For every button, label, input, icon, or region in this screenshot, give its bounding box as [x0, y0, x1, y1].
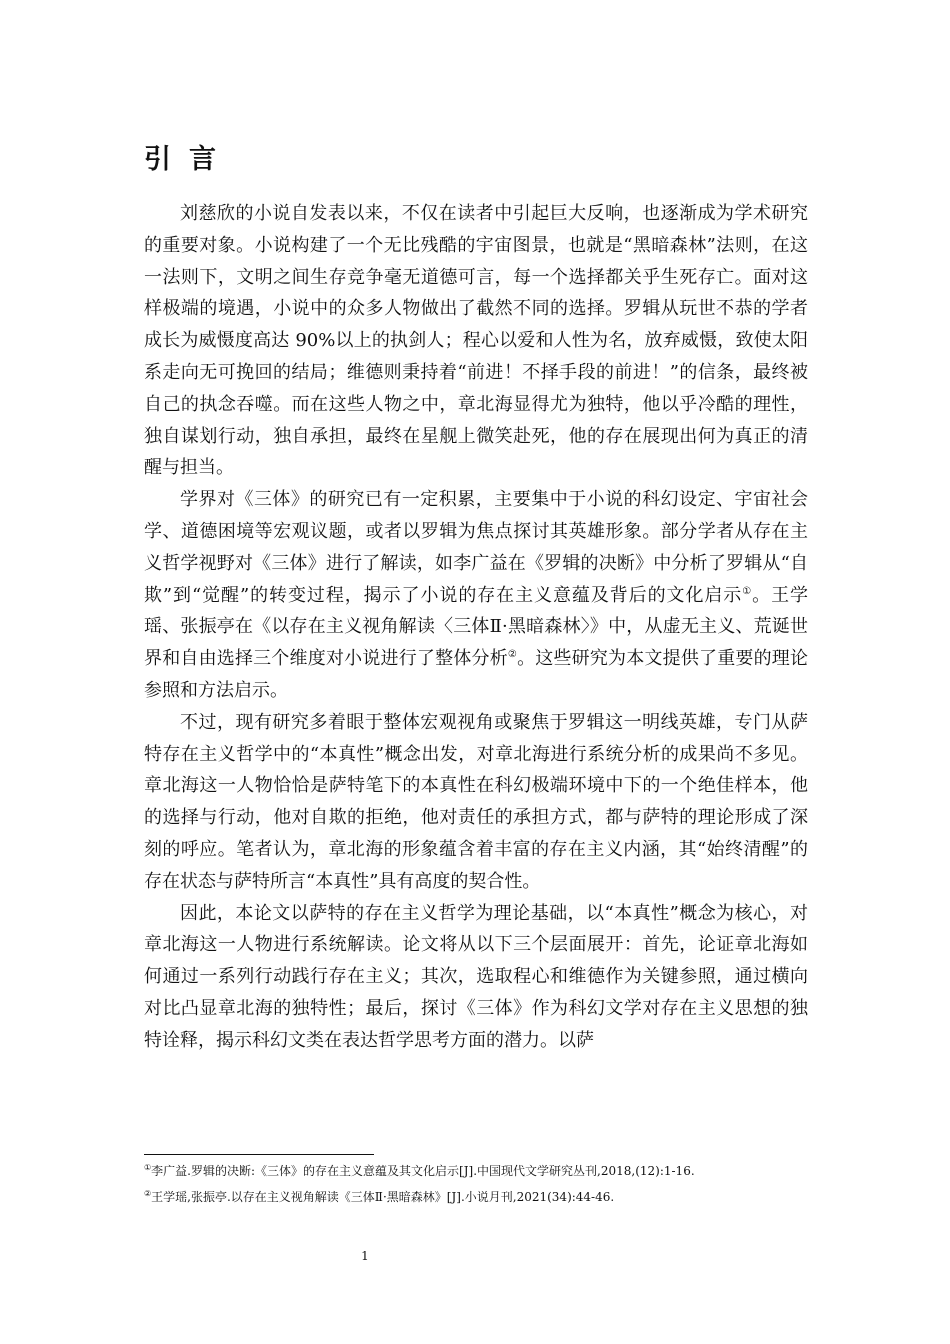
- paragraph-2-part-a: 学界对《三体》的研究已有一定积累，主要集中于小说的科幻设定、宇宙社会学、道德困境等宏观议题，或者以罗辑为焦点探讨其英雄形象。部分学者从存在主义哲学视野对《三体》进行了解读，如李广益在《罗辑的决断》中分析了罗辑从“自欺”到“觉醒”的转变过程，揭示了小说的存在主义意蕴及背后的文化启示: [144, 489, 808, 606]
- footnote-2-mark: ②: [144, 1189, 152, 1198]
- footnote-ref-1[interactable]: ①: [742, 585, 753, 597]
- paragraph-2-part-c: 。这些研究为本文提供了重要的理论参照和方法启示。: [144, 648, 809, 701]
- paragraph-2: [144, 484, 808, 707]
- section-heading: 引言: [144, 144, 234, 175]
- paragraph-3: 不过，现有研究多着眼于整体宏观视角或聚焦于罗辑这一明线英雄，专门从萨特存在主义哲学中的“本真性”概念出发，对章北海进行系统分析的成果尚不多见。章北海这一人物恰恰是萨特笔下的本真性在科幻极端环境中下的一个绝佳样本，他的选择与行动，他对自欺的拒绝，他对责任的承担方式，都与萨特的理论形成了深刻的呼应。笔者认为，章北海的形象蕴含着丰富的存在主义内涵，其“始终清醒”的存在状态与萨特所言“本真性”具有高度的契合性。: [144, 711, 808, 892]
- page-number: 1: [361, 1249, 369, 1263]
- body-text: [144, 198, 808, 1057]
- footnote-1-mark: ①: [144, 1163, 152, 1172]
- footnote-ref-2[interactable]: ②: [507, 649, 518, 661]
- footnote-1-text: 李广益.罗辑的决断:《三体》的存在主义意蕴及其文化启示[J].中国现代文学研究丛刊,2018,(12):1-16.: [151, 1164, 695, 1178]
- paragraph-4: 因此，本论文以萨特的存在主义哲学为理论基础，以“本真性”概念为核心，对章北海这一人物进行系统解读。论文将从以下三个层面展开：首先，论证章北海如何通过一系列行动践行存在主义；其次，选取程心和维德作为关键参照，通过横向对比凸显章北海的独特性；最后，探讨《三体》作为科幻文学对存在主义思想的独特诠释，揭示科幻文类在表达哲学思考方面的潜力。以萨: [144, 902, 808, 1051]
- paragraph-1: 刘慈欣的小说自发表以来，不仅在读者中引起巨大反响，也逐渐成为学术研究的重要对象。小说构建了一个无比残酷的宇宙图景，也就是“黑暗森林”法则，在这一法则下，文明之间生存竞争毫无道德可言，每一个选择都关乎生死存亡。面对这样极端的境遇，小说中的众多人物做出了截然不同的选择。罗辑从玩世不恭的学者成长为威慑度高达 90%以上的执剑人；程心以爱和人性为名，放弃威慑，致使太阳系走向无可挽回的结局；维德则秉持着“前进！不择手段的前进！”的信条，最终被自己的执念吞噬。而在这些人物之中，章北海显得尤为独特，他以乎冷酷的理性，独自谋划行动，独自承担，最终在星舰上微笑赴死，他的存在展现出何为真正的清醒与担当。: [144, 203, 808, 479]
- footnote-separator: [144, 1154, 374, 1155]
- paragraph-2-part-b: 。王学瑶、张振亭在《以存在主义视角解读〈三体Ⅱ·黑暗森林〉》中，从虚无主义、荒诞世界和自由选择三个维度对小说进行了整体分析: [144, 584, 809, 670]
- footnotes: [144, 1161, 808, 1213]
- footnote-1: [144, 1161, 808, 1181]
- footnote-2: [144, 1187, 808, 1207]
- footnote-2-text: 王学瑶,张振亭.以存在主义视角解读《三体Ⅱ·黑暗森林》[J].小说月刊,2021(34):44-46.: [151, 1190, 615, 1204]
